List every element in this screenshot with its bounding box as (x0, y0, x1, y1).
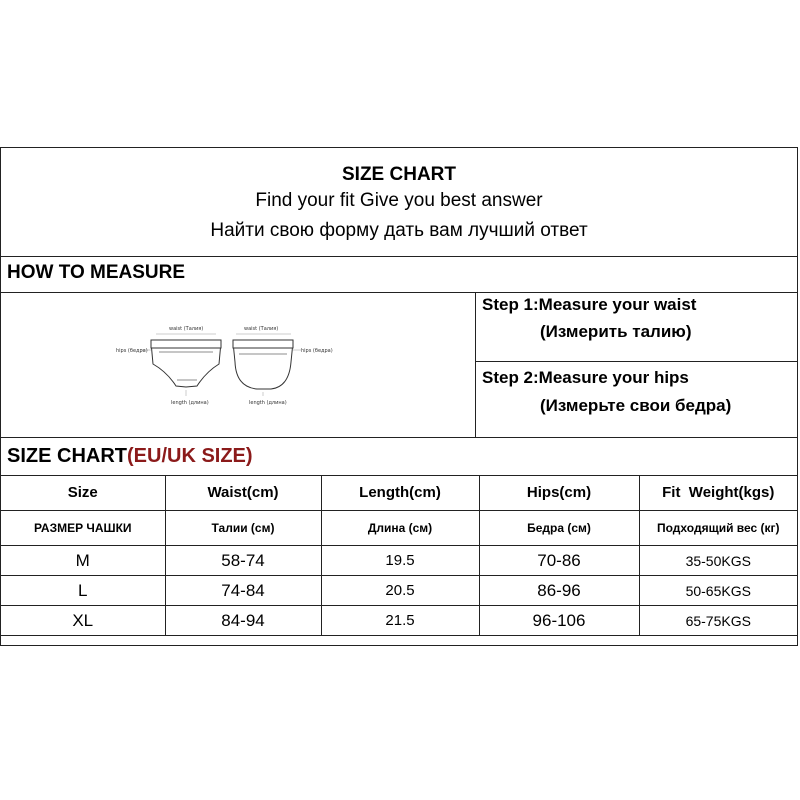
header-weight: Fit Weight(kgs) (639, 475, 797, 511)
header-size: Size (1, 475, 165, 511)
table-row (1, 546, 797, 576)
table-header-en (1, 475, 797, 511)
diagram-label-length-front: length (длина) (171, 400, 209, 406)
diagram-label-waist-back: waist (Талия) (244, 326, 279, 332)
page-title: SIZE CHART (342, 164, 456, 185)
chart-header (1, 148, 797, 257)
header-length: Length(cm) (321, 475, 479, 511)
table-row (1, 606, 797, 636)
cell-size: XL (1, 606, 165, 636)
size-table (1, 475, 797, 636)
subtitle-english: Find your fit Give you best answer (255, 190, 543, 211)
header-size-ru: РАЗМЕР ЧАШКИ (1, 511, 165, 546)
cell-waist: 74-84 (165, 576, 321, 606)
diagram-label-hips-back: hips (бедра) (301, 348, 333, 354)
table-header-ru (1, 511, 797, 546)
cell-waist: 84-94 (165, 606, 321, 636)
measurement-diagram (1, 292, 476, 437)
cell-waist: 58-74 (165, 546, 321, 576)
cell-size: L (1, 576, 165, 606)
cell-length: 19.5 (321, 546, 479, 576)
header-weight-ru: Подходящий вес (кг) (639, 511, 797, 546)
size-chart-title-region: (EU/UK SIZE) (127, 445, 253, 467)
cell-weight: 35-50KGS (639, 546, 797, 576)
briefs-illustration (1, 292, 475, 437)
diagram-label-waist-front: waist (Талия) (169, 326, 204, 332)
how-to-measure-heading (1, 256, 797, 293)
header-length-ru: Длина (см) (321, 511, 479, 546)
table-row (1, 576, 797, 606)
header-waist-ru: Талии (см) (165, 511, 321, 546)
how-to-measure-title: HOW TO MEASURE (7, 262, 186, 283)
cell-hips: 70-86 (479, 546, 639, 576)
step-1 (476, 292, 797, 362)
step-1-translation: (Измерить талию) (540, 322, 692, 341)
subtitle-russian: Найти свою форму дать вам лучший ответ (210, 220, 588, 241)
step-2 (476, 362, 797, 437)
step-1-title: Step 1:Measure your waist (482, 295, 697, 314)
step-2-translation: (Измерьте свои бедра) (540, 396, 732, 415)
size-chart-heading (1, 437, 797, 476)
size-chart-title-prefix: SIZE CHART (7, 445, 127, 467)
size-chart-title (7, 445, 253, 468)
header-waist: Waist(cm) (165, 475, 321, 511)
cell-length: 20.5 (321, 576, 479, 606)
header-hips-ru: Бедра (см) (479, 511, 639, 546)
cell-hips: 86-96 (479, 576, 639, 606)
cell-length: 21.5 (321, 606, 479, 636)
header-hips: Hips(cm) (479, 475, 639, 511)
measure-section (1, 292, 797, 438)
diagram-label-length-back: length (длина) (249, 400, 287, 406)
cell-weight: 65-75KGS (639, 606, 797, 636)
cell-size: M (1, 546, 165, 576)
briefs-back-view (233, 334, 301, 396)
step-2-title: Step 2:Measure your hips (482, 368, 689, 387)
size-chart-frame (0, 147, 798, 646)
cell-hips: 96-106 (479, 606, 639, 636)
measure-steps (476, 292, 797, 437)
briefs-front-view (141, 334, 221, 396)
diagram-label-hips-front: hips (бедра) (116, 348, 148, 354)
cell-weight: 50-65KGS (639, 576, 797, 606)
